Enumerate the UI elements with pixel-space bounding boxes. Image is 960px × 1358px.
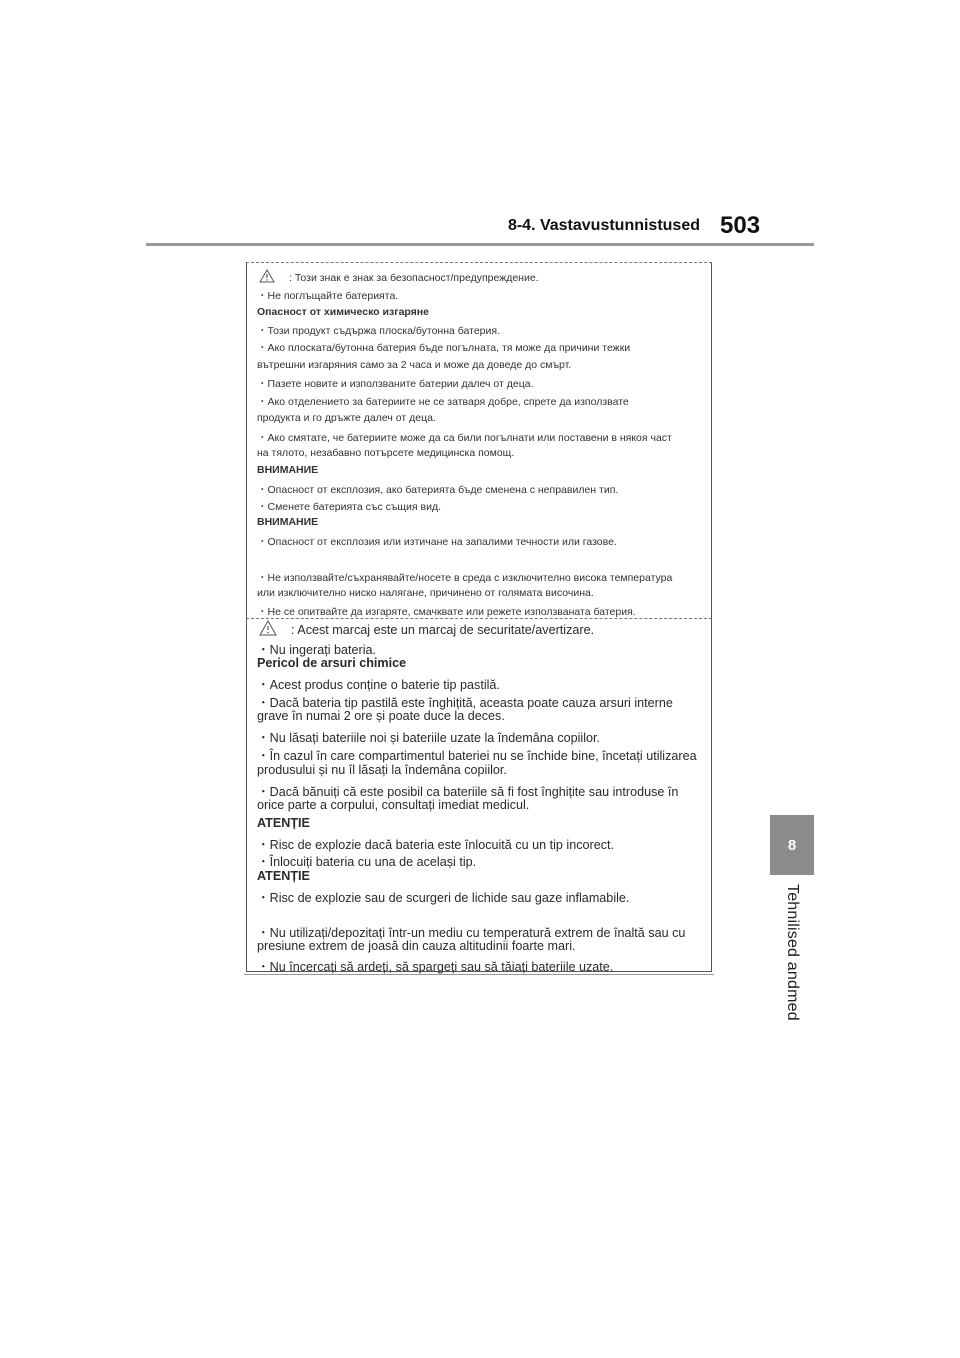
ro-line-16: ・Nu utilizați/depozitați într-un mediu cu temperatură extrem de înaltă sau cu <box>257 926 686 940</box>
warning-triangle-icon <box>259 269 275 283</box>
bg-line-1: ・Не поглъщайте батерията. <box>257 290 399 302</box>
ro-line-5: grave în numai 2 ore și poate duce la deces. <box>257 709 505 723</box>
bg-line-8: продукта и го дръжте далеч от деца. <box>257 412 436 424</box>
warning-triangle-icon <box>259 620 277 636</box>
ro-line-0: : Acest marcaj este un marcaj de securitate/avertizare. <box>259 620 594 637</box>
ro-line-13: ・Înlocuiți bateria cu una de același tip. <box>257 855 477 869</box>
section-title: 8-4. Vastavustunnistused <box>507 217 700 234</box>
ro-line-6: ・Nu lăsați bateriile noi și bateriile uzate la îndemâna copiilor. <box>257 731 601 745</box>
ro-line-17: presiune extrem de joasă din cauza altitudinii foarte mari. <box>257 939 576 953</box>
ro-line-2: Pericol de arsuri chimice <box>257 656 407 670</box>
bg-line-7: ・Ако отделението за батериите не се затваря добре, спрете да използвате <box>257 396 629 408</box>
ro-line-15: ・Risc de explozie sau de scurgeri de lichide sau gaze inflamabile. <box>257 891 630 905</box>
ro-line-18: ・Nu încercați să ardeți, să spargeți sau să tăiați bateriile uzate. <box>257 960 614 974</box>
ro-line-14: ATENȚIE <box>257 869 310 883</box>
ro-line-11: ATENȚIE <box>257 816 310 830</box>
bg-line-12: ・Опасност от експлозия, ако батерията бъде сменена с неправилен тип. <box>257 484 619 496</box>
ro-line-1: ・Nu ingerați bateria. <box>257 643 377 657</box>
bg-line-6: ・Пазете новите и използваните батерии далеч от деца. <box>257 378 534 390</box>
bg-line-3: ・Този продукт съдържа плоска/бутонна батерия. <box>257 325 500 337</box>
bg-line-5: вътрешни изгаряния само за 2 часа и може да доведе до смърт. <box>257 359 572 371</box>
chapter-label: Tehnilised andmed <box>784 884 801 1021</box>
bg-line-13: ・Сменете батерията със същия вид. <box>257 501 442 513</box>
ro-line-12: ・Risc de explozie dacă bateria este înlocuită cu un tip incorect. <box>257 838 615 852</box>
ro-line-9: ・Dacă bănuiți că este posibil ca bateriile să fi fost înghițite sau introduse în <box>257 785 679 799</box>
bg-line-18: ・Не се опитвайте да изгаряте, смачквате или режете използваната батерия. <box>257 606 636 618</box>
chapter-tab: 8 <box>770 815 814 875</box>
bg-line-10: на тялото, незабавно потърсете медицинска помощ. <box>257 447 515 459</box>
bg-line-2: Опасност от химическо изгаряне <box>257 306 429 318</box>
romanian-warning-box <box>246 619 712 972</box>
bulgarian-warning-box <box>246 262 712 619</box>
header-rule <box>146 243 814 246</box>
ro-line-7: ・În cazul în care compartimentul bateriei nu se închide bine, încetați utilizarea <box>257 749 697 763</box>
bg-line-14: ВНИМАНИЕ <box>257 516 319 528</box>
bg-line-16: ・Не използвайте/съхранявайте/носете в среда с изключително висока температура <box>257 572 673 584</box>
ro-line-3: ・Acest produs conține o baterie tip pastilă. <box>257 678 500 692</box>
bg-line-4: ・Ако плоската/бутонна батерия бъде погълната, тя може да причини тежки <box>257 342 631 354</box>
bg-line-0: : Този знак е знак за безопасност/предупреждение. <box>259 269 539 284</box>
ro-line-10: orice parte a corpului, consultați imediat medicul. <box>257 798 530 812</box>
ro-line-4: ・Dacă bateria tip pastilă este înghițită, aceasta poate cauza arsuri interne <box>257 696 673 710</box>
bottom-rule <box>244 974 714 975</box>
ro-line-8: produsului și nu îl lăsați la îndemâna copiilor. <box>257 763 507 777</box>
bg-line-17: или изключително ниско налягане, причинено от голямата височина. <box>257 587 594 599</box>
bg-line-15: ・Опасност от експлозия или изтичане на запалими течности или газове. <box>257 536 617 548</box>
page-number: 503 <box>720 212 761 239</box>
bg-line-9: ・Ако смятате, че батериите може да са били погълнати или поставени в някоя част <box>257 432 672 444</box>
bg-line-11: ВНИМАНИЕ <box>257 464 319 476</box>
